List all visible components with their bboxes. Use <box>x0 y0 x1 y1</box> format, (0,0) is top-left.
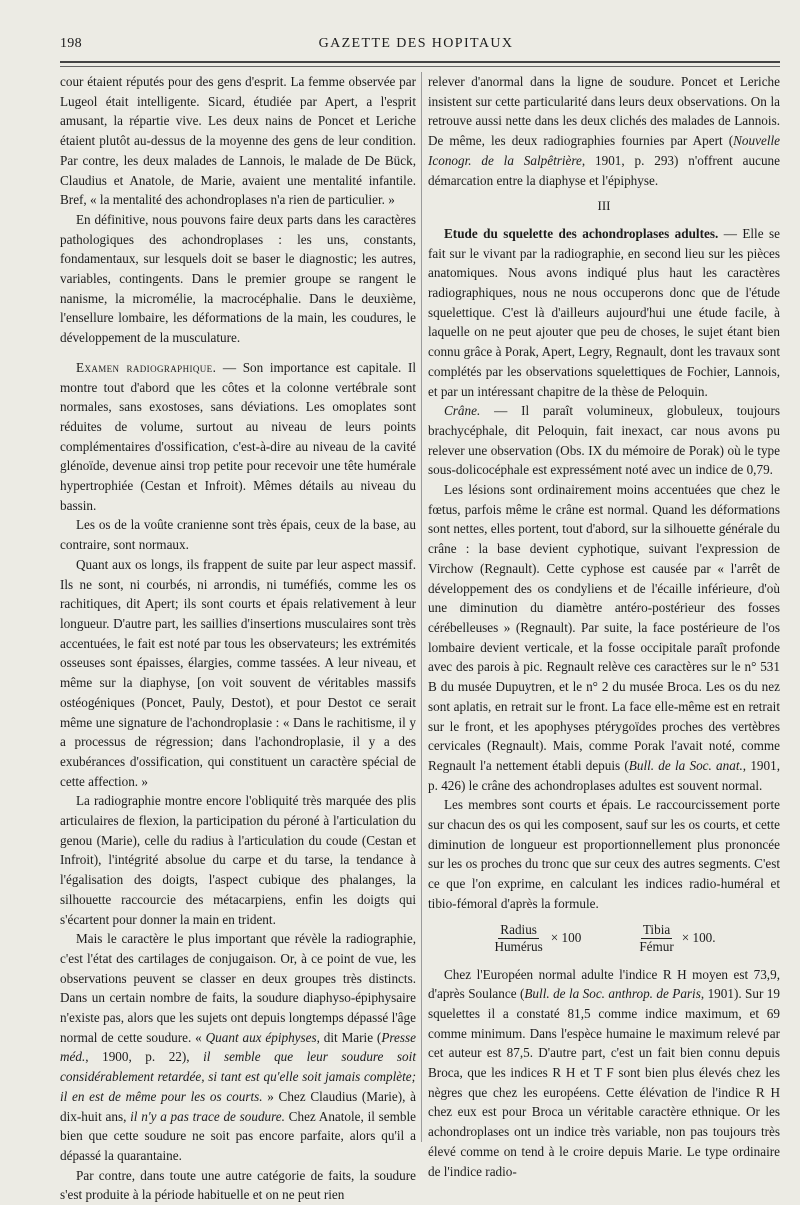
column-divider <box>421 72 422 1142</box>
right-column <box>428 72 780 1181</box>
paragraph: Par contre, dans toute une autre catégorie de faits, la soudure s'est produite à la période habituelle et on ne peut rien <box>60 1167 416 1203</box>
text: Chez l'Européen normal adulte l'indice R H moyen est 73,9, d'après Soulance ( <box>428 966 780 1002</box>
header-rule-thick <box>60 61 780 63</box>
citation-source: Nouvelle Iconogr. de la Salpêtrière <box>428 133 780 168</box>
text: Chez Anatole, il semble bien que cette soudure ne soit pas encore parfaite, alors qu'il a dépassé la quarantaine. <box>60 1108 416 1163</box>
multiplier: × 100. <box>681 930 716 946</box>
page-header <box>60 36 772 58</box>
paragraph <box>428 965 780 1182</box>
text: » Chez Claudius (Marie), à dix-huit ans, <box>60 1088 416 1124</box>
italic-quote: il semble que leur soudure soit considérablement retardée, si tant est qu'elle soit jamais complète; il en est de même pour les os courts. <box>60 1049 416 1104</box>
paragraph-conjugaison <box>60 929 416 1165</box>
journal-title: GAZETTE DES HOPITAUX <box>318 36 514 51</box>
left-column <box>60 72 416 1205</box>
text: , 1901, p. 293) n'offrent aucune démarcation entre la diaphyse et l'épiphyse. <box>428 152 781 188</box>
text: Mais le caractère le plus important que révèle la radiographie, c'est l'état des cartilages de conjugaison. Or, à ce point de vue, les observations peuvent se classer en deux groupes très distincts. Dans un certain nombre de faits, la soudure diaphyso-épiphysaire n'existe pas, alors que les sujets ont depuis longtemps dépassé l'âge normal de cette soudure. « <box>60 931 416 1045</box>
italic-text: il n'y a pas trace de soudure. <box>130 1108 285 1124</box>
text: , 1901). Sur 19 squelettes il a constaté 81,5 comme indice maximum, et 69 comme minimum. Dans l'espèce humaine le maximum relevé par cet auteur est 87,5. D'autre part, c'est un fait bien connu depuis Broca, que les indices R H et T F sont bien plus élevés chez les nègres que chez les européens. Cette élévation de l'indice R H chez eux est pour Broca un véritable caractère ethnique. Or les achondroplases ont un indice très variable, non pas toujours très élevé comme on tend à le croire depuis Marie. Le type ordinaire de l'indice radio- <box>428 986 780 1179</box>
citation-source: Bull. de la Soc. anat. <box>628 757 743 773</box>
paragraph: Quant aux os longs, ils frappent de suite par leur aspect massif. Ils ne sont, ni courbés, ni arrondis, ni tuméfiés, comme les os rachitiques, dit Apert; ils sont courts et épais relativement à leur longueur. D'autre part, les saillies d'insertions musculaires sont très accentuées, le fait est noté par tous les observateurs; les extrémités osseuses sont épaisses, élargies, comme tassées. A leur niveau, et même sur la diaphyse, [on voit souvent de véritables massifs ostéogéniques (Poncet, Pauly, Destot), et pour Destot ce serait même une signature de l'achondroplasie : « Dans le rachitisme, il y a processus de régression; dans l'achondroplasie, il y a des exubérances d'ossification, qui constituent un caractère spécial de cette affection. » <box>60 556 416 789</box>
numerator: Radius <box>500 921 537 937</box>
page-number: 198 <box>60 36 82 51</box>
italic-text: Quant aux épiphyses <box>205 1029 317 1045</box>
section-heading-radiographie: Examen radiographique. <box>76 359 217 375</box>
header-rule-thin <box>60 66 780 67</box>
citation-source: Presse méd. <box>60 1029 416 1065</box>
subheading-crane: Crâne. <box>444 403 481 419</box>
section-heading-squelette: Etude du squelette des achondroplases adultes. <box>444 225 719 241</box>
paragraph-radiographic-exam <box>60 358 416 516</box>
paragraph: Les membres sont courts et épais. Le raccourcissement porte sur chacun des os qui les composent, sauf sur les os courts, et cette diminution de longueur est proportionnellement plus prononcée sur les os proches du tronc que sur ceux des autres segments. C'est ce que l'on exprime, en calculant les indices radio-huméral et tibio-fémoral d'après la formule. <box>428 797 780 911</box>
fraction <box>637 922 675 955</box>
paragraph-crane <box>428 401 780 480</box>
text: , 1901, p. 426) le crâne des achondroplases adultes est souvent normal. <box>428 757 780 793</box>
formula-tibio-femoral <box>637 922 715 955</box>
numerator: Tibia <box>642 921 671 937</box>
citation-source: Bull. de la Soc. anthrop. de Paris <box>524 986 701 1002</box>
text: Les lésions sont ordinairement moins accentuées que chez le fœtus, parfois même le crâne est normal. Quand les déformations sont nettes, elles portent, tout d'abord, sur la silhouette générale du crâne : la base devient cyphotique, suivant l'expression de Virchow (Regnault). Cette cyphose est causée par « l'arrêt de développement des os condyliens et de l'écaille inférieure, d'où une diminution du diamètre antéro-postérieur des fosses cérébelleuses » (Regnault). Par suite, la face postérieure de l'os lombaire devient verticale, et la fosse occipitale paraît profonde avec des parois à pic. Regnault relève ces caractères sur le n° 531 B du musée Dupuytren, et le n° 2 du musée Broca. Les os du nez sont aplatis, en retrait sur le front. La face elle-même est en retrait sur le front, et les apophyses ptérygoïdes proches des vertèbres cervicales (Regnault). Mais, comme Porak l'avait noté, comme Regnault l'a nettement établi depuis ( <box>428 482 780 773</box>
paragraph: La radiographie montre encore l'obliquité très marquée des plis articulaires de flexion, la participation du péroné à l'articulation du genou (Marie), celle du radius à l'articulation du coude (Cestan et Infroit), l'intégrité absolue du carpe et du tarse, la tendance à l'égalisation des doigts, l'aspect cubique des phalanges, la silhouette raccourcie des métacarpiens, enfin les doigts qui s'écartent pour donner la main en trident. <box>60 793 416 927</box>
paragraph: cour étaient réputés pour des gens d'esprit. La femme observée par Lugeol était intelligente. Sicard, étudiée par Apert, a l'esprit amusant, la répartie vive. Les deux nains de Poncet et Leriche étaient plutôt au-dessus de la moyenne des gens de leur condition. Par contre, les deux malades de Lannois, le malade de De Bück, Claudius et Anatole, de Marie, avaient une mentalité infantile. Bref, « la mentalité des achondroplases n'a rien de particulier. » <box>60 74 416 208</box>
text: , dit Marie ( <box>316 1029 382 1045</box>
fraction <box>492 922 544 955</box>
formula-radio-humeral <box>492 922 581 955</box>
paragraph-text: — Son importance est capitale. Il montre tout d'abord que les côtes et la colonne vertébrale sont normales, sans exostoses, sans déviations. Les omoplates sont réduites de volume, surtout au niveau de leurs points complémentaires d'ossification, c'est-à-dire au niveau de la cavité glénoïde, devenue ainsi trop petite pour recevoir une tête humérale hypertrophiée (Cestan et Infroit). Mêmes détails au niveau du bassin. <box>60 359 417 513</box>
denominator: Fémur <box>639 938 674 954</box>
paragraph <box>428 72 780 190</box>
paragraph: Les os de la voûte cranienne sont très épais, ceux de la base, au contraire, sont normaux. <box>60 517 416 553</box>
paragraph-skeleton-study <box>428 224 780 401</box>
paragraph: En définitive, nous pouvons faire deux parts dans les caractères pathologiques des achondroplases : les uns, constants, fondamentaux, sur lesquels doit se baser le diagnostic; les autres, variables, contingents. Dans le premier groupe se rangent le nanisme, la micromélie, la macrocéphalie. Dans le deuxième, l'ensellure lombaire, les déformations de la main, les coudures, le développement de la musculature. <box>60 211 416 346</box>
denominator: Humérus <box>494 938 543 954</box>
paragraph-text: — Elle se fait sur le vivant par la radiographie, en second lieu sur les pièces anatomiques. Nous avons indiqué plus haut les caractères radiographiques, nous ne nous occuperons donc que de l'étude squelettique. C'est là d'ailleurs aujourd'hui une étude facile, à laquelle on ne peut ajouter que peu de choses, le sujet étant bien connu grâce à Porak, Apert, Legry, Regnault, dont les travaux sont complétés par les observations squelettiques de Fochier, Lannois, et par un intéressant chapitre de la thèse de Peloquin. <box>428 225 780 399</box>
index-formula <box>428 922 780 955</box>
text: relever d'anormal dans la ligne de soudure. Poncet et Leriche insistent sur cette particularité dans leurs deux observations. On la retrouve aussi nette dans les deux clichés des malades de Lannois. De même, les deux radiographies fournies par Apert ( <box>428 74 780 149</box>
section-number: III <box>597 198 611 214</box>
multiplier: × 100 <box>550 930 582 946</box>
text: , 1900, p. 22), <box>85 1049 204 1065</box>
paragraph <box>428 480 780 795</box>
paragraph-text: — Il paraît volumineux, globuleux, toujours brachycéphale, dit Peloquin, fait inexact, car nous avons pu relever une observation (Obs. IX du mémoire de Porak) où le type sous-dolicocéphale est expressément noté avec un indice de 0,79. <box>428 403 780 478</box>
